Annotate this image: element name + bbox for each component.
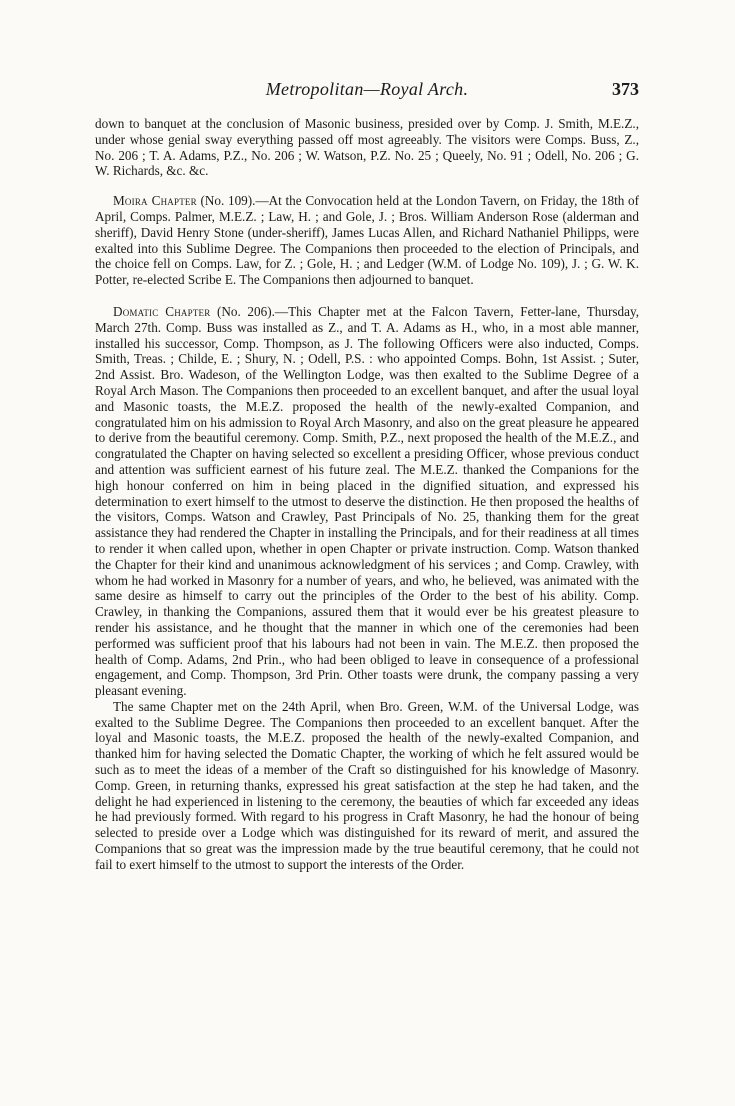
running-title: Metropolitan—Royal Arch. xyxy=(265,79,469,99)
section-heading-moira: Moira Chapter xyxy=(113,193,197,209)
paragraph-domatic-chapter xyxy=(95,304,639,699)
page-number: 373 xyxy=(612,79,639,99)
paragraph-text: (No. 109).—At the Convocation held at the London Tavern, on Friday, the 18th of April, Comps. Palmer, M.E.Z. ; Law, H. ; and Gole, J. ; Bros. William Anderson Rose (alderman and sheriff), David Henry Stone (under-sheriff), James Lucas Allen, and Richard Nathaniel Philipps, were exalted into this Sublime Degree. The Companions then proceeded to the election of Principals, and the choice fell on Comps. Law, for Z. ; Gole, H. ; and Ledger (W.M. of Lodge No. 109), J. ; G. W. K. Potter, re-elected Scribe E. The Companions then adjourned to banquet. xyxy=(95,193,639,288)
paragraph-moira-chapter xyxy=(95,193,639,288)
page-header xyxy=(95,79,639,101)
paragraph-text: (No. 206).—This Chapter met at the Falcon Tavern, Fetter-lane, Thursday, March 27th. Comp. Buss was installed as Z., and T. A. Adams as H., who, in a most able manner, installed his successor, Comp. Thompson, as J. The following Officers were also inducted, Comps. Smith, Treas. ; Childe, E. ; Shury, N. ; Odell, P.S. : who appointed Comps. Bohn, 1st Assist. ; Suter, 2nd Assist. Bro. Wadeson, of the Wellington Lodge, was then exalted to the Sublime Degree of a Royal Arch Mason. The Companions then proceeded to an excellent banquet, and after the usual loyal and Masonic toasts, the M.E.Z. proposed the health of the newly-exalted Companion, and congratulated him on his admission to Royal Arch Masonry, and also on the great pleasure he appeared to derive from the beautiful ceremony. Comp. Smith, P.Z., next proposed the health of the M.E.Z., and congratulated the Chapter on having selected so excellent a presiding Officer, whose previous conduct and attention was sufficient earnest of his future zeal. The M.E.Z. thanked the Companions for the high honour conferred on him in being placed in the dignified situation, and expressed his determination to exert himself to the utmost to deserve the distinction. He then proposed the healths of the visitors, Comps. Watson and Crawley, Past Principals of No. 25, thanking them for the great assistance they had rendered the Chapter in installing the Principals, and for their readiness at all times to render it when called upon, whether in open Chapter or private instruction. Comp. Watson thanked the Chapter for their kind and unanimous acknowledgment of his services ; and Comp. Crawley, with whom he had worked in Masonry for a number of years, and who, he believed, was animated with the same desire as himself to carry out the principles of the Order to the best of his ability. Comp. Crawley, in thanking the Companions, assured them that it would ever be his greatest pleasure to render his assistance, and he thought that the manner in which one of the ceremonies had been performed was sufficient proof that his labours had not been in vain. The M.E.Z. then proposed the health of Comp. Adams, 2nd Prin., who had been obliged to leave in consequence of a professional engagement, and Comp. Thompson, 3rd Prin. Other toasts were drunk, the company passing a very pleasant evening. xyxy=(95,303,639,699)
paragraph-continuation xyxy=(95,116,639,179)
document-page xyxy=(95,79,639,873)
section-heading-domatic: Domatic Chapter xyxy=(113,303,211,319)
paragraph-text: The same Chapter met on the 24th April, when Bro. Green, W.M. of the Universal Lodge, was exalted to the Sublime Degree. The Companions then proceeded to an excellent banquet. After the loyal and Masonic toasts, the M.E.Z. proposed the health of the newly-exalted Companion, and thanked him for having selected the Domatic Chapter, the working of which he felt assured would be such as to meet the ideas of a member of the Craft so distinguished for his knowledge of Masonry. Comp. Green, in returning thanks, expressed his great satisfaction at the step he had taken, and the delight he had experienced in listening to the ceremony, the beauties of which far exceeded any ideas he had previously formed. With regard to his progress in Craft Masonry, he had the honour of being selected to preside over a Lodge which was distinguished for its reward of merit, and assured the Companions that so great was the impression made by the true beautiful ceremony, that he could not fail to exert himself to the utmost to support the interests of the Order. xyxy=(95,698,639,872)
paragraph-domatic-april xyxy=(95,699,639,873)
paragraph-text: down to banquet at the conclusion of Masonic business, presided over by Comp. J. Smith, M.E.Z., under whose genial sway everything passed off most agreeably. The visitors were Comps. Buss, Z., No. 206 ; T. A. Adams, P.Z., No. 206 ; W. Watson, P.Z. No. 25 ; Queely, No. 91 ; Odell, No. 206 ; G. W. Richards, &c. &c. xyxy=(95,116,639,179)
